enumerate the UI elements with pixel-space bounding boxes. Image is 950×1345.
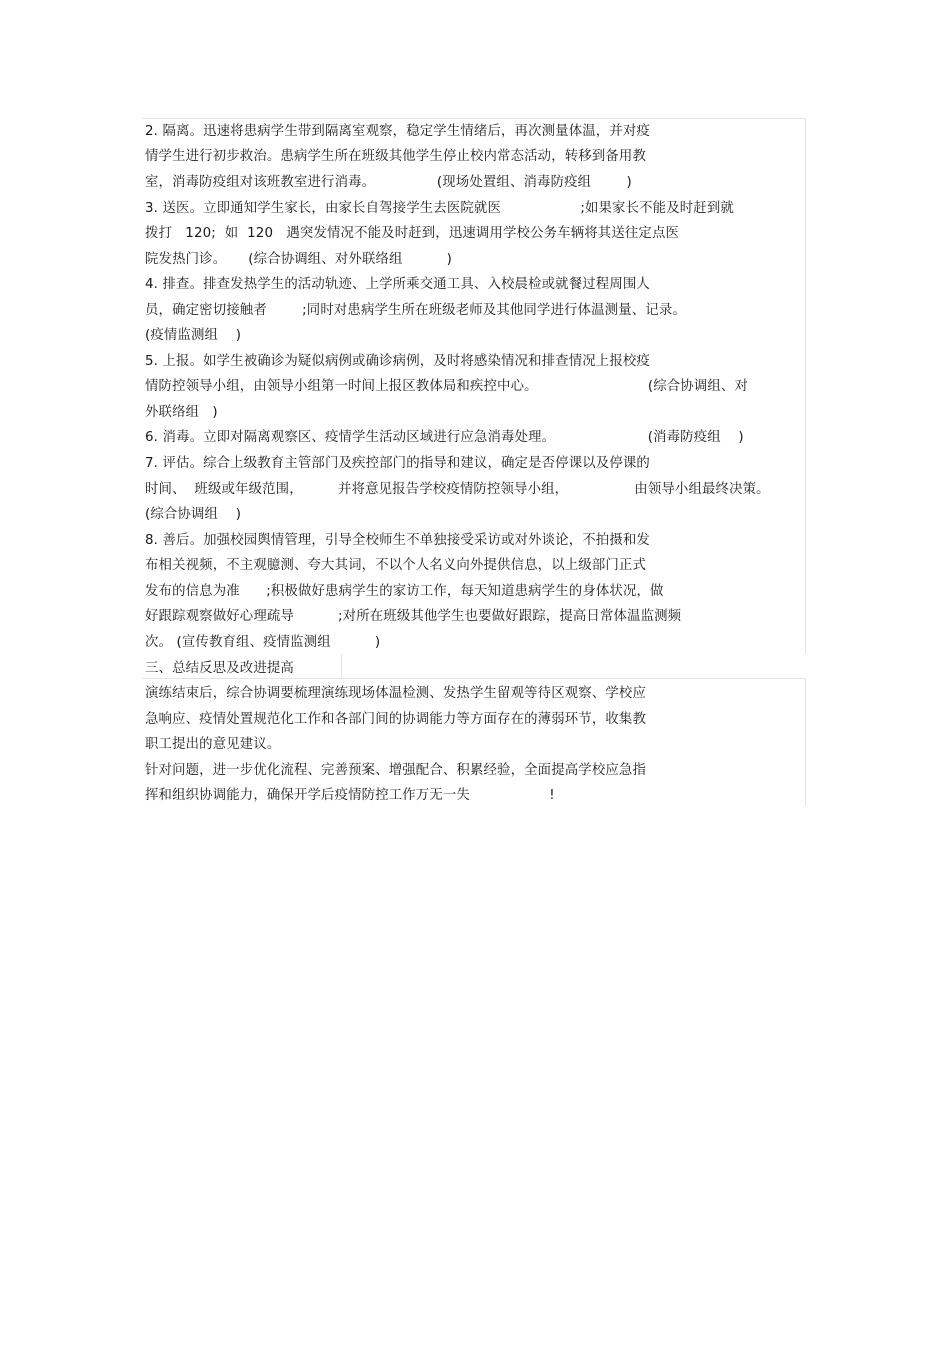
step-line: 拨打 120; 如 120 遇突发情况不能及时赶到，迅速调用学校公务车辆将其送往定点医 [145, 226, 680, 241]
step-line: 情防控领导小组，由领导小组第一时间上报区教体局和疾控中心。 (综合协调组、对 [145, 379, 748, 394]
step-line: 室，消毒防疫组对该班教室进行消毒。 (现场处置组、消毒防疫组 ) [145, 175, 632, 190]
paragraph-line: 针对问题，进一步优化流程、完善预案、增强配合、积累经验，全面提高学校应急指 [145, 763, 647, 778]
step-line: (综合协调组 ) [145, 507, 242, 522]
step-line: 员，确定密切接触者 ;同时对患病学生所在班级老师及其他同学进行体温测量、记录。 [145, 303, 686, 318]
step-line: 5. 上报。如学生被确诊为疑似病例或确诊病例，及时将感染情况和排查情况上报校疫 [145, 354, 650, 369]
paragraph-line: 演练结束后，综合协调要梳理演练现场体温检测、发热学生留观等待区观察、学校应 [145, 686, 647, 701]
step-line: 发布的信息为准 ;积极做好患病学生的家访工作，每天知道患病学生的身体状况，做 [145, 584, 664, 599]
step-line: 院发热门诊。 (综合协调组、对外联络组 ) [145, 252, 453, 267]
paragraph-line: 急响应、疫情处置规范化工作和各部门间的协调能力等方面存在的薄弱环节，收集教 [145, 712, 647, 727]
step-line: (疫情监测组 ) [145, 328, 242, 343]
step-line: 7. 评估。综合上级教育主管部门及疾控部门的指导和建议，确定是否停课以及停课的 [145, 456, 650, 471]
step-line: 外联络组 ) [145, 405, 218, 420]
step-line: 时间、 班级或年级范围， 并将意见报告学校疫情防控领导小组， 由领导小组最终决策。 [145, 482, 770, 497]
step-line: 次。 (宣传教育组、疫情监测组 ) [145, 635, 381, 650]
step-line: 6. 消毒。立即对隔离观察区、疫情学生活动区域进行应急消毒处理。 (消毒防疫组 ) [145, 430, 744, 445]
section-heading: 三、总结反思及改进提高 [145, 661, 294, 676]
step-line: 2. 隔离。迅速将患病学生带到隔离室观察，稳定学生情绪后，再次测量体温，并对疫 [145, 124, 650, 139]
step-line: 3. 送医。立即通知学生家长，由家长自驾接学生去医院就医 ;如果家长不能及时赶到就 [145, 201, 734, 216]
paragraph-line: 挥和组织协调能力，确保开学后疫情防控工作万无一失 ! [145, 788, 555, 803]
step-line: 好跟踪观察做好心理疏导 ;对所在班级其他学生也要做好跟踪，提高日常体温监测频 [145, 609, 682, 624]
step-line: 8. 善后。加强校园舆情管理，引导全校师生不单独接受采访或对外谈论，不拍摄和发 [145, 533, 650, 548]
step-line: 情学生进行初步救治。患病学生所在班级其他学生停止校内常态活动，转移到备用教 [145, 149, 647, 164]
step-line: 布相关视频，不主观臆测、夸大其词，不以个人名义向外提供信息，以上级部门正式 [145, 558, 647, 573]
paragraph-line: 职工提出的意见建议。 [145, 737, 281, 752]
step-line: 4. 排查。排查发热学生的活动轨迹、上学所乘交通工具、入校晨检或就餐过程周围人 [145, 277, 650, 292]
